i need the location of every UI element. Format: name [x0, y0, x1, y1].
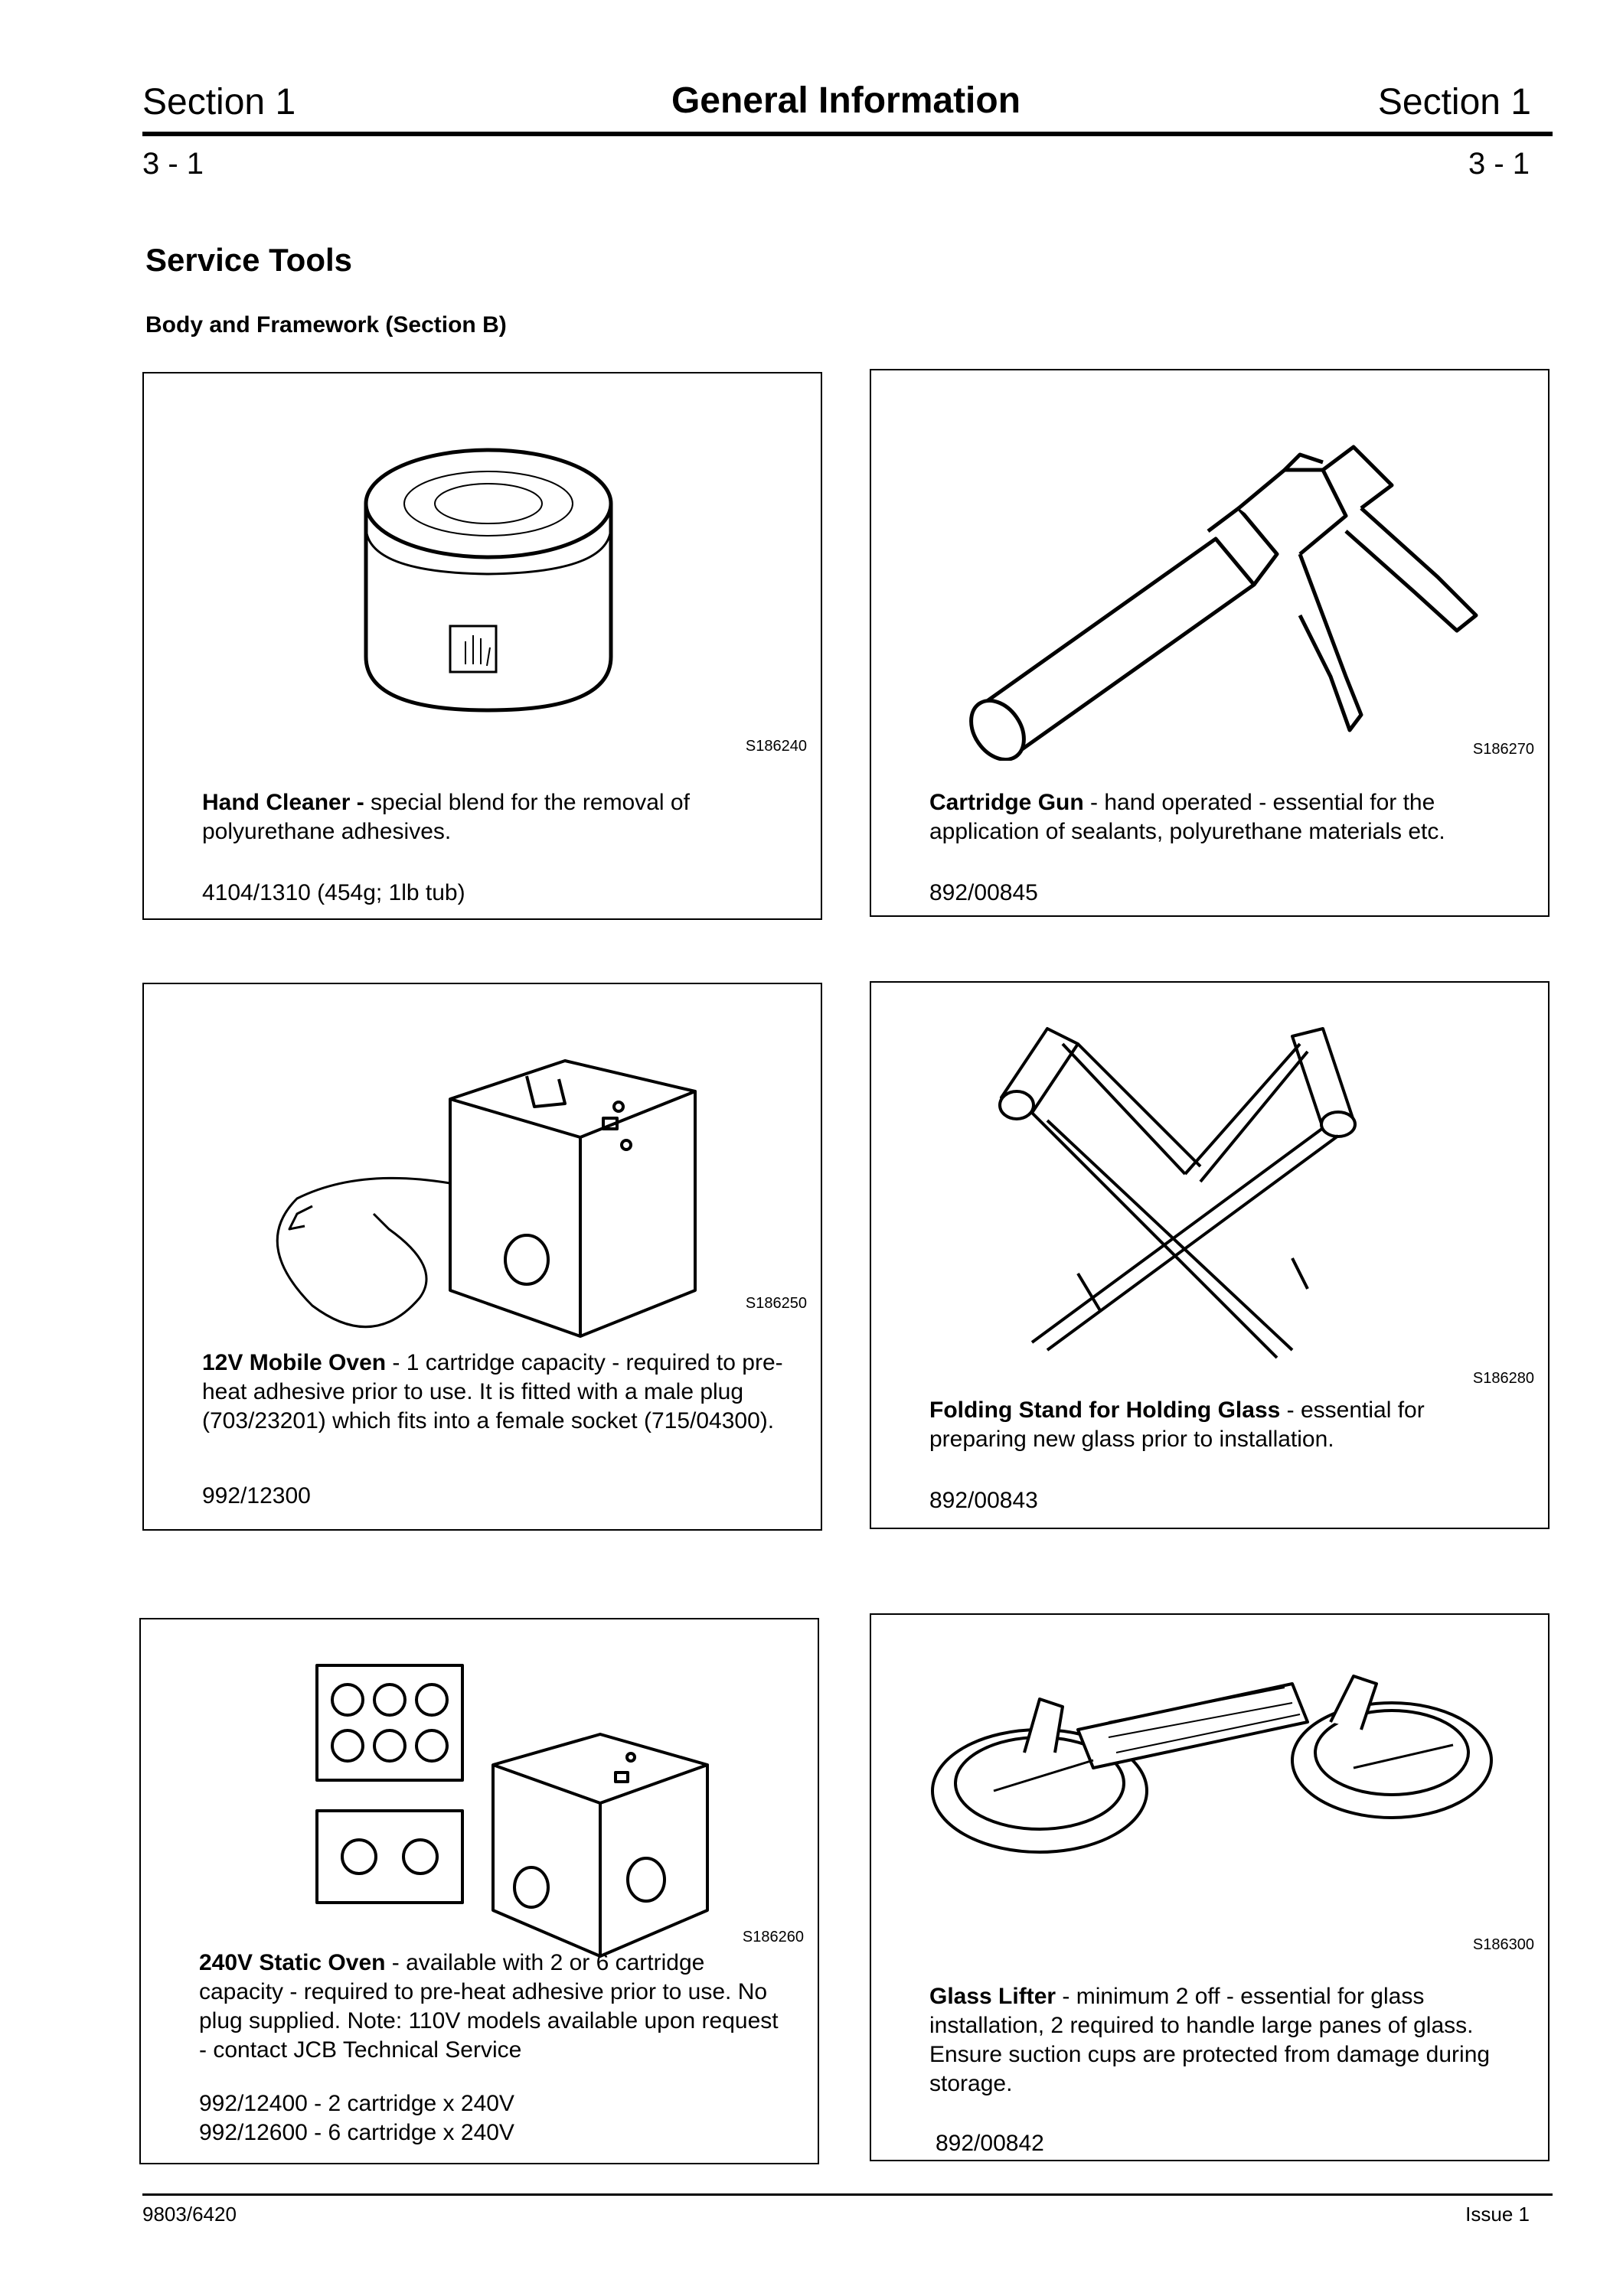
tool-name: Cartridge Gun [929, 790, 1084, 815]
tool-panel-mobile-oven [142, 983, 822, 1531]
tool-name: 12V Mobile Oven [202, 1350, 387, 1375]
tool-panel-static-oven [139, 1618, 819, 2164]
header-section-left: Section 1 [142, 82, 296, 122]
document-number: 9803/6420 [142, 2203, 237, 2226]
page-title: General Information [671, 80, 1021, 121]
tool-desc-text: special blend for the removal of polyurethane adhesives. [202, 790, 690, 844]
issue-label: Issue 1 [1465, 2203, 1530, 2226]
tool-description [929, 1982, 1517, 2099]
part-number: 892/00845 [929, 880, 1038, 905]
tool-name: Folding Stand for Holding Glass [929, 1397, 1281, 1423]
header-divider [142, 132, 1553, 136]
figure-code: S186270 [1472, 741, 1534, 758]
figure-code: S186250 [745, 1295, 807, 1312]
page-number-left: 3 - 1 [142, 147, 204, 181]
tool-name: Glass Lifter [929, 1984, 1056, 2009]
tool-name: 240V Static Oven [199, 1950, 386, 1975]
tool-name: Hand Cleaner - [202, 790, 364, 815]
figure-code: S186300 [1472, 1936, 1534, 1953]
tool-panel-hand-cleaner [142, 372, 822, 920]
tool-description [929, 788, 1517, 846]
part-number: 992/12300 [202, 1483, 311, 1508]
tool-desc-text: - 1 cartridge capacity - required to pre-heat adhesive prior to use. It is fitted with a male plug (703/23201) which fits into a female socket (715/04300). [202, 1350, 783, 1433]
mobile-oven-icon [266, 1045, 726, 1352]
figure-code: S186280 [1472, 1370, 1534, 1387]
part-number: 892/00843 [929, 1488, 1038, 1513]
page-number-right: 3 - 1 [1468, 147, 1530, 181]
tool-description [929, 1396, 1517, 1454]
glass-lifter-icon [925, 1638, 1507, 1867]
tool-panel-cartridge-gun [870, 369, 1550, 917]
tool-description [202, 1349, 790, 1436]
tool-panel-folding-stand [870, 981, 1550, 1529]
header-section-right: Section 1 [1377, 82, 1531, 122]
part-number-2-cartridge: 992/12400 - 2 cartridge x 240V [199, 2091, 514, 2116]
tool-description [202, 788, 790, 846]
section-heading: Service Tools [145, 242, 353, 278]
part-number: 892/00842 [936, 2131, 1044, 2156]
footer-divider [142, 2193, 1553, 2196]
tool-panel-glass-lifter [870, 1613, 1550, 2161]
cartridge-gun-icon [963, 424, 1514, 761]
tool-desc-text: - hand operated - essential for the application of sealants, polyurethane materials etc. [929, 790, 1445, 844]
tool-desc-text: - minimum 2 off - essential for glass installation, 2 required to handle large panes of glass. Ensure suction cups are protected from damage during storage. [929, 1984, 1491, 2096]
folding-stand-icon [986, 998, 1415, 1365]
part-number-6-cartridge: 992/12600 - 6 cartridge x 240V [199, 2120, 514, 2145]
tub-icon [358, 442, 619, 726]
tool-desc-text: - available with 2 or 6 cartridge capacity - required to pre-heat adhesive prior to use. No plug supplied. Note: 110V models available upon request - contact JCB Technical Service [199, 1950, 779, 2063]
figure-code: S186260 [742, 1929, 804, 1945]
tool-description [199, 1949, 787, 2065]
section-subheading: Body and Framework (Section B) [145, 312, 507, 338]
part-number: 4104/1310 (454g; 1lb tub) [202, 880, 465, 905]
static-oven-icon [309, 1658, 738, 1979]
tool-desc-text: - essential for preparing new glass prior to installation. [929, 1397, 1425, 1452]
figure-code: S186240 [745, 738, 807, 755]
